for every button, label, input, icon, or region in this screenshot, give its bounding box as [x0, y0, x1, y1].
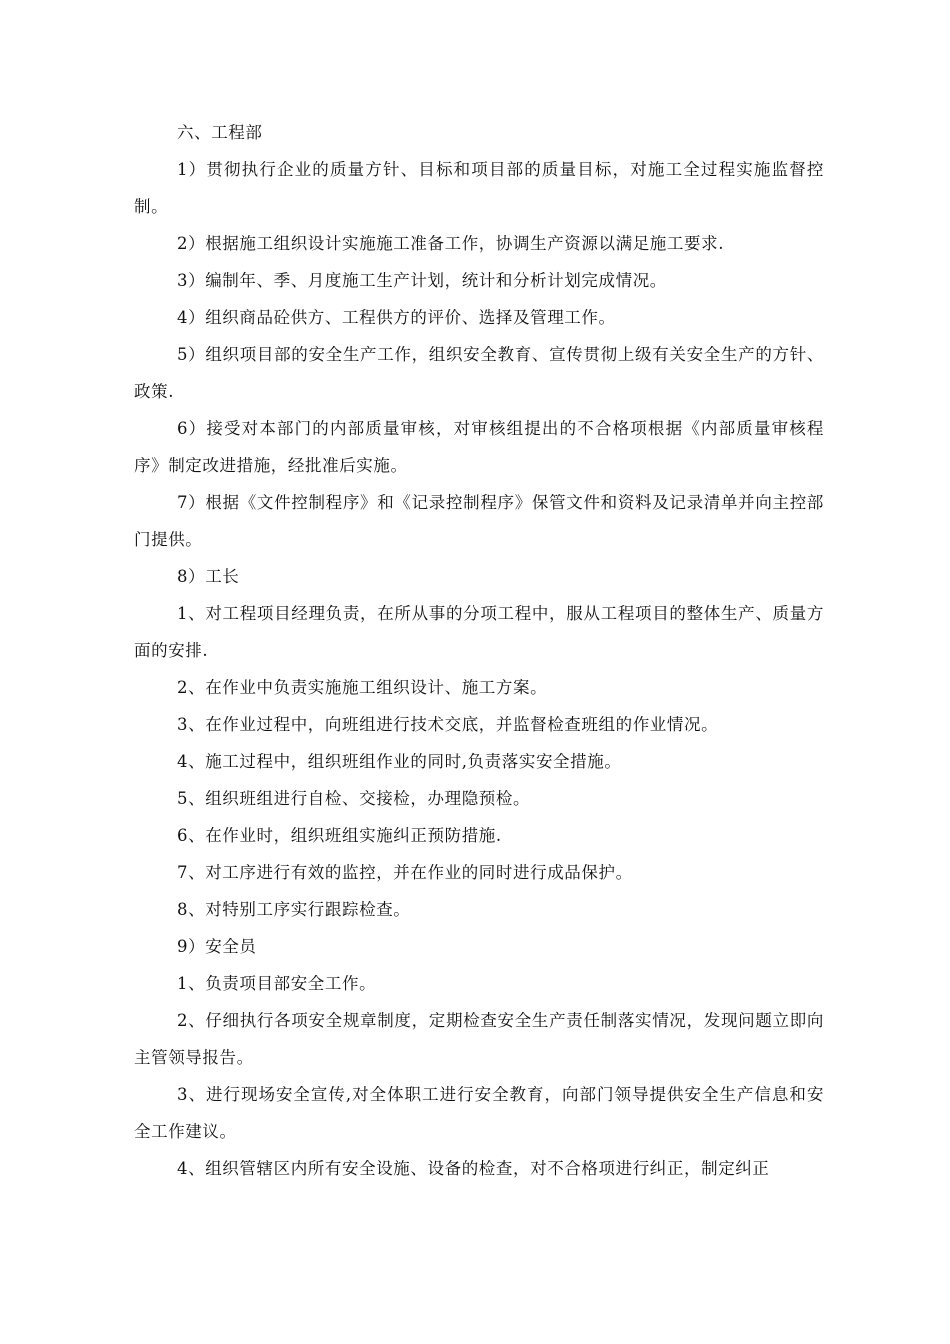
paragraph-item-4: 4）组织商品砼供方、工程供方的评价、选择及管理工作。	[177, 308, 616, 327]
paragraph-item-2: 2）根据施工组织设计实施施工准备工作，协调生产资源以满足施工要求.	[177, 234, 725, 253]
foreman-duty-6: 6、在作业时，组织班组实施纠正预防措施.	[177, 826, 502, 845]
paragraph-item-1: 1）贯彻执行企业的质量方针、目标和项目部的质量目标，对施工全过程实施监督控制。	[134, 160, 824, 216]
paragraph-item-7: 7）根据《文件控制程序》和《记录控制程序》保管文件和资料及记录清单并向主控部门提供。	[134, 493, 824, 549]
foreman-duty-4: 4、施工过程中，组织班组作业的同时,负责落实安全措施。	[177, 752, 622, 771]
paragraph-item-6: 6）接受对本部门的内部质量审核，对审核组提出的不合格项根据《内部质量审核程序》制定改进措施，经批准后实施。	[134, 419, 824, 475]
foreman-duty-3: 3、在作业过程中，向班组进行技术交底，并监督检查班组的作业情况。	[177, 715, 719, 734]
safety-duty-1: 1、负责项目部安全工作。	[177, 974, 377, 993]
paragraph-item-3: 3）编制年、季、月度施工生产计划，统计和分析计划完成情况。	[177, 271, 667, 290]
foreman-duty-2: 2、在作业中负责实施施工组织设计、施工方案。	[177, 678, 548, 697]
subsection-heading-safety-officer: 9）安全员	[177, 937, 257, 956]
foreman-duty-1: 1、对工程项目经理负责，在所从事的分项工程中，服从工程项目的整体生产、质量方面的安排.	[134, 604, 824, 660]
foreman-duty-5: 5、组织班组进行自检、交接检，办理隐预检。	[177, 789, 531, 808]
section-heading-engineering: 六、工程部	[177, 123, 263, 142]
foreman-duty-7: 7、对工序进行有效的监控，并在作业的同时进行成品保护。	[177, 863, 633, 882]
document-body	[134, 114, 824, 1187]
safety-duty-3: 3、进行现场安全宣传,对全体职工进行安全教育，向部门领导提供安全生产信息和安全工作建议。	[134, 1085, 824, 1141]
safety-duty-4: 4、组织管辖区内所有安全设施、设备的检查，对不合格项进行纠正，制定纠正	[177, 1159, 770, 1178]
foreman-duty-8: 8、对特别工序实行跟踪检查。	[177, 900, 411, 919]
paragraph-item-5: 5）组织项目部的安全生产工作，组织安全教育、宣传贯彻上级有关安全生产的方针、政策.	[134, 345, 824, 401]
subsection-heading-foreman: 8）工长	[177, 567, 240, 586]
safety-duty-2: 2、仔细执行各项安全规章制度，定期检查安全生产责任制落实情况，发现问题立即向主管领导报告。	[134, 1011, 824, 1067]
